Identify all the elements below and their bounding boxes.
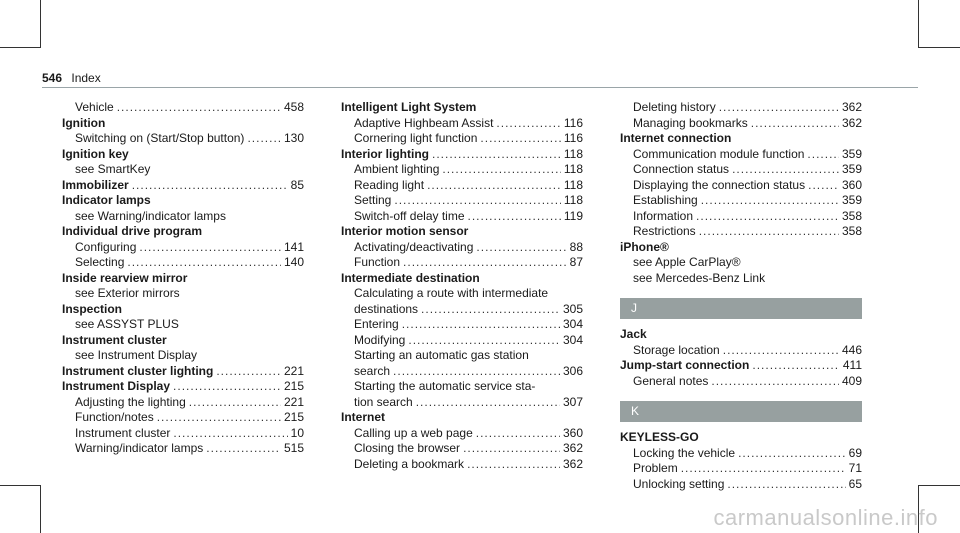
entry-label: Ignition key xyxy=(62,146,129,161)
entry-label: Starting the automatic service sta- xyxy=(354,379,536,393)
entry-label: Ignition xyxy=(62,115,106,130)
index-subentry xyxy=(620,255,862,271)
index-entry xyxy=(62,379,304,395)
dot-leader xyxy=(393,364,560,380)
index-entry xyxy=(620,240,862,256)
crop-mark xyxy=(0,485,40,486)
index-subentry xyxy=(62,348,304,364)
dot-leader xyxy=(808,178,839,194)
entry-label: Locking the vehicle xyxy=(633,445,736,460)
entry-label: Adjusting the lighting xyxy=(75,394,186,409)
index-entry xyxy=(341,147,583,163)
page-reference[interactable]: 69 xyxy=(848,445,862,460)
entry-label: Interior motion sensor xyxy=(341,224,469,238)
page-reference[interactable]: 87 xyxy=(569,255,583,269)
dot-leader xyxy=(421,302,560,318)
index-subentry xyxy=(620,461,862,477)
index-entry xyxy=(341,410,583,426)
index-subentry xyxy=(341,240,583,256)
page-header xyxy=(42,71,101,85)
page-reference[interactable]: 307 xyxy=(562,394,583,409)
entry-label: see Apple CarPlay® xyxy=(633,255,741,269)
dot-leader xyxy=(463,441,560,457)
page-reference[interactable]: 305 xyxy=(562,301,583,316)
index-entry xyxy=(62,116,304,132)
dot-leader xyxy=(807,147,839,163)
page-reference[interactable]: 140 xyxy=(283,255,304,269)
header-divider xyxy=(42,87,918,88)
page-reference[interactable]: 88 xyxy=(569,239,583,254)
page-number: 546 xyxy=(42,71,63,85)
index-subentry xyxy=(341,364,583,380)
dot-leader xyxy=(416,395,560,411)
entry-label: see ASSYST PLUS xyxy=(75,317,179,331)
index-entry xyxy=(62,271,304,287)
entry-label: Unlocking setting xyxy=(633,476,725,491)
entry-label: see SmartKey xyxy=(75,162,151,176)
index-subentry xyxy=(620,162,862,178)
dot-leader xyxy=(432,147,561,163)
index-entry xyxy=(62,193,304,209)
dot-leader xyxy=(480,131,560,147)
section-title: Index xyxy=(71,71,101,85)
dot-leader xyxy=(402,317,560,333)
index-subentry xyxy=(62,240,304,256)
index-subentry xyxy=(341,162,583,178)
entry-label: Switching on (Start/Stop button) xyxy=(75,131,245,145)
page-reference[interactable]: 409 xyxy=(841,373,862,388)
page-reference[interactable]: 360 xyxy=(841,177,862,192)
page-reference[interactable]: 304 xyxy=(562,332,583,347)
dot-leader xyxy=(468,209,561,225)
page-reference[interactable]: 118 xyxy=(563,177,583,192)
page-reference[interactable]: 118 xyxy=(563,146,583,161)
index-subentry xyxy=(341,457,583,473)
page-reference[interactable]: 215 xyxy=(283,379,304,393)
index-subentry xyxy=(62,162,304,178)
index-subentry xyxy=(341,286,583,302)
page-reference[interactable]: 515 xyxy=(283,441,304,455)
entry-label: Starting an automatic gas station xyxy=(354,348,529,362)
dot-leader xyxy=(696,209,839,225)
entry-label: Internet connection xyxy=(620,131,732,145)
index-subentry xyxy=(341,255,583,271)
index-subentry xyxy=(620,446,862,462)
index-subentry xyxy=(62,100,304,116)
crop-mark xyxy=(918,485,960,486)
index-subentry xyxy=(62,255,304,271)
page-reference[interactable]: 71 xyxy=(848,461,862,475)
page-reference[interactable]: 116 xyxy=(563,115,583,130)
dot-leader xyxy=(727,477,845,493)
letter-section-header xyxy=(620,298,862,319)
index-column-2 xyxy=(341,100,583,472)
index-column-3 xyxy=(620,100,862,492)
entry-label: Function/notes xyxy=(75,410,154,424)
page-reference[interactable]: 359 xyxy=(841,146,862,161)
page-reference[interactable]: 65 xyxy=(848,476,862,491)
entry-label: General notes xyxy=(633,373,709,388)
entry-label: Connection status xyxy=(633,162,730,176)
page-reference[interactable]: 221 xyxy=(283,394,304,409)
entry-label: destinations xyxy=(354,301,419,316)
dot-leader xyxy=(476,240,566,256)
entry-label: see Instrument Display xyxy=(75,348,198,362)
dot-leader xyxy=(132,178,288,194)
crop-mark xyxy=(918,0,919,48)
entry-label: Reading light xyxy=(354,177,425,192)
dot-leader xyxy=(738,446,846,462)
entry-label: Deleting history xyxy=(633,100,716,114)
index-subentry xyxy=(62,410,304,426)
index-entry xyxy=(62,364,304,380)
index-subentry xyxy=(341,379,583,395)
index-entry xyxy=(620,430,862,446)
index-subentry xyxy=(341,348,583,364)
dot-leader xyxy=(127,255,281,271)
entry-label: Instrument cluster lighting xyxy=(62,363,214,378)
index-entry xyxy=(620,327,862,343)
index-entry xyxy=(62,333,304,349)
index-subentry xyxy=(62,426,304,442)
page-reference[interactable]: 360 xyxy=(562,425,583,440)
index-subentry xyxy=(62,286,304,302)
dot-leader xyxy=(206,441,281,457)
page-reference[interactable]: 359 xyxy=(841,162,862,176)
index-subentry xyxy=(341,193,583,209)
dot-leader xyxy=(467,457,560,473)
dot-leader xyxy=(496,116,560,132)
index-subentry xyxy=(620,178,862,194)
entry-label: Selecting xyxy=(75,255,125,269)
index-entry xyxy=(62,224,304,240)
entry-label: Entering xyxy=(354,317,399,331)
page-reference[interactable]: 215 xyxy=(283,410,304,424)
entry-label: Switch-off delay time xyxy=(354,208,465,223)
page-reference[interactable]: 118 xyxy=(563,193,583,207)
dot-leader xyxy=(681,461,846,477)
index-entry xyxy=(620,358,862,374)
crop-mark xyxy=(918,47,960,48)
dot-leader xyxy=(699,224,839,240)
entry-label: Individual drive program xyxy=(62,224,203,238)
entry-label: Function xyxy=(354,255,401,269)
index-entry xyxy=(341,271,583,287)
entry-label: Cornering light function xyxy=(354,131,478,145)
page-reference[interactable]: 10 xyxy=(290,425,304,440)
index-subentry xyxy=(62,317,304,333)
dot-leader xyxy=(752,358,840,374)
page-reference[interactable]: 362 xyxy=(562,441,583,455)
index-subentry xyxy=(341,395,583,411)
dot-leader xyxy=(427,178,561,194)
dot-leader xyxy=(403,255,567,271)
entry-label: Instrument cluster xyxy=(75,425,171,440)
crop-mark xyxy=(0,47,40,48)
page-reference[interactable]: 446 xyxy=(841,342,862,357)
entry-label: Calculating a route with intermediate xyxy=(354,286,549,300)
letter-section-header xyxy=(620,401,862,422)
entry-label: see Warning/indicator lamps xyxy=(75,208,226,223)
entry-label: Jump-start connection xyxy=(620,358,750,372)
index-entry xyxy=(62,147,304,163)
index-subentry xyxy=(341,131,583,147)
dot-leader xyxy=(117,100,281,116)
dot-leader xyxy=(732,162,839,178)
entry-label: Establishing xyxy=(633,193,698,207)
dot-leader xyxy=(157,410,281,426)
crop-mark xyxy=(40,485,41,533)
dot-leader xyxy=(173,379,281,395)
entry-label: tion search xyxy=(354,394,413,409)
entry-label: Adaptive Highbeam Assist xyxy=(354,115,494,130)
index-subentry xyxy=(620,147,862,163)
page-reference[interactable]: 116 xyxy=(563,131,583,145)
entry-label: Storage location xyxy=(633,342,720,357)
index-subentry xyxy=(341,178,583,194)
dot-leader xyxy=(139,240,281,256)
entry-label: Inspection xyxy=(62,301,123,316)
watermark: carmanualsonline.info xyxy=(713,505,938,530)
entry-label: Inside rearview mirror xyxy=(62,270,188,285)
entry-label: Intermediate destination xyxy=(341,270,480,285)
entry-label: search xyxy=(354,363,391,378)
entry-label: Managing bookmarks xyxy=(633,115,748,130)
page-reference[interactable]: 411 xyxy=(842,358,862,372)
entry-label: Jack xyxy=(620,327,647,341)
index-subentry xyxy=(341,441,583,457)
index-subentry xyxy=(62,395,304,411)
dot-leader xyxy=(394,193,561,209)
index-subentry xyxy=(620,116,862,132)
entry-label: Activating/deactivating xyxy=(354,239,474,254)
page-reference[interactable]: 306 xyxy=(562,363,583,378)
index-entry xyxy=(620,131,862,147)
page-reference[interactable]: 130 xyxy=(283,131,304,145)
index-subentry xyxy=(62,131,304,147)
dot-leader xyxy=(408,333,560,349)
entry-label: Vehicle xyxy=(75,100,114,114)
dot-leader xyxy=(189,395,281,411)
index-subentry xyxy=(341,426,583,442)
index-subentry xyxy=(620,374,862,390)
index-subentry xyxy=(62,441,304,457)
page-reference[interactable]: 221 xyxy=(283,363,304,378)
index-subentry xyxy=(620,224,862,240)
page-reference[interactable]: 141 xyxy=(283,239,304,254)
entry-label: Indicator lamps xyxy=(62,193,151,207)
page-reference[interactable]: 85 xyxy=(290,177,304,192)
page-reference[interactable]: 362 xyxy=(841,100,862,114)
page-reference[interactable]: 304 xyxy=(562,317,583,331)
page-reference[interactable]: 362 xyxy=(562,456,583,471)
index-subentry xyxy=(341,317,583,333)
dot-leader xyxy=(719,100,839,116)
index-subentry xyxy=(620,271,862,287)
index-subentry xyxy=(341,209,583,225)
dot-leader xyxy=(216,364,281,380)
entry-label: Communication module function xyxy=(633,146,805,161)
dot-leader xyxy=(476,426,560,442)
letter-label: J xyxy=(631,301,637,315)
page-reference[interactable]: 359 xyxy=(841,193,862,207)
page-reference[interactable]: 458 xyxy=(283,100,304,114)
page-reference[interactable]: 362 xyxy=(841,115,862,130)
index-entry xyxy=(341,224,583,240)
entry-label: see Exterior mirrors xyxy=(75,286,180,300)
entry-label: Restrictions xyxy=(633,224,696,238)
index-entry xyxy=(341,100,583,116)
dot-leader xyxy=(723,343,839,359)
entry-label: Modifying xyxy=(354,332,406,347)
entry-label: Warning/indicator lamps xyxy=(75,441,204,455)
entry-label: KEYLESS-GO xyxy=(620,430,699,444)
entry-label: Intelligent Light System xyxy=(341,100,477,114)
entry-label: Configuring xyxy=(75,239,137,254)
index-entry xyxy=(62,178,304,194)
index-subentry xyxy=(341,302,583,318)
entry-label: Information xyxy=(633,208,694,223)
entry-label: Deleting a bookmark xyxy=(354,456,465,471)
dot-leader xyxy=(173,426,287,442)
index-subentry xyxy=(62,209,304,225)
page-reference[interactable]: 358 xyxy=(841,224,862,238)
dot-leader xyxy=(701,193,839,209)
index-subentry xyxy=(620,193,862,209)
entry-label: Closing the browser xyxy=(354,441,461,455)
entry-label: Immobilizer xyxy=(62,177,129,192)
entry-label: Internet xyxy=(341,410,386,424)
index-entry xyxy=(62,302,304,318)
crop-mark xyxy=(40,0,41,48)
entry-label: Problem xyxy=(633,461,678,475)
entry-label: Instrument Display xyxy=(62,379,171,393)
index-subentry xyxy=(620,477,862,493)
index-subentry xyxy=(620,343,862,359)
index-subentry xyxy=(341,333,583,349)
dot-leader xyxy=(442,162,560,178)
page-reference[interactable]: 118 xyxy=(563,162,583,176)
entry-label: Ambient lighting xyxy=(354,162,440,176)
entry-label: Calling up a web page xyxy=(354,425,473,440)
index-subentry xyxy=(620,100,862,116)
entry-label: Instrument cluster xyxy=(62,332,167,347)
page-reference[interactable]: 119 xyxy=(563,208,583,223)
page-reference[interactable]: 358 xyxy=(841,208,862,223)
dot-leader xyxy=(751,116,839,132)
dot-leader xyxy=(247,131,281,147)
index-subentry xyxy=(620,209,862,225)
entry-label: see Mercedes-Benz Link xyxy=(633,270,766,285)
dot-leader xyxy=(711,374,839,390)
index-subentry xyxy=(341,116,583,132)
entry-label: iPhone® xyxy=(620,239,669,254)
letter-label: K xyxy=(631,404,640,418)
entry-label: Displaying the connection status xyxy=(633,177,806,192)
entry-label: Setting xyxy=(354,193,392,207)
index-column-1 xyxy=(62,100,304,457)
entry-label: Interior lighting xyxy=(341,146,429,161)
